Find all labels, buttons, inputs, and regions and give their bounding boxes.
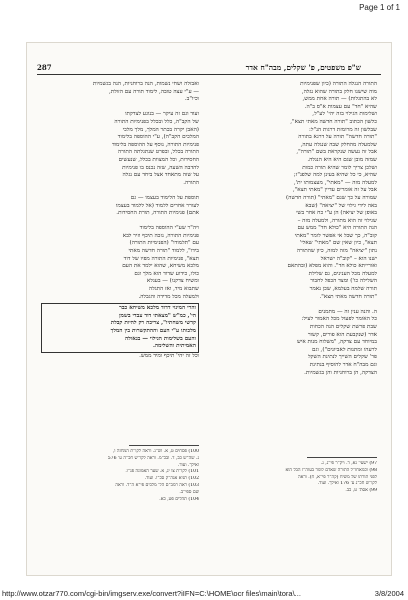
text-line: ומשיח צדקנו) — בעגלא [146, 278, 199, 285]
footnote: 102) תניא אגה"ק סכ"ו. ועוד. [144, 476, 199, 482]
text-line [41, 218, 199, 226]
text-line: בידו", ללמוד "תורה חדשה מאתי [128, 248, 199, 255]
text-line: תצא", פנימיות התורה מפיו של דוד [123, 255, 199, 262]
text-line: שלמעלה מהחלק שבה שנגלה עתה, [300, 141, 377, 148]
footnotes-right [219, 461, 377, 495]
text-line: אדר (שנקבעת הוא פורים, קשור [307, 331, 377, 338]
text-line: אבל זה נעשה שנקראת בשם "תורה", [296, 149, 377, 156]
footnote: 97) ישעי' נא, ד. ויק"ר פי"ג, ג. [320, 461, 377, 466]
text-line: שהיא, כי כל שהיא בעינן למה שלפנ"ז; [293, 172, 377, 179]
text-line: על שזה מתאחד אצל ביחד עם נגלה [122, 172, 199, 179]
footnote: 98) וכמאחז"ל התורה שאדם לומד בעוה"ז הבל הוא [285, 467, 377, 473]
header-rule [37, 74, 381, 75]
boxed-line: האמיתית והשלימה. [152, 343, 196, 350]
scanned-page [26, 42, 392, 576]
text-line: ואורייתא כולא חד". והוא מפלא (ובהתאם [287, 263, 377, 270]
text-line: לעורר אחרים ללמוד (אל ללמוד בעצמו [115, 202, 199, 209]
boxed-line: הי', כמ"ש "מצאתי דוד עבדי בשמן [119, 312, 196, 319]
footnote: ג. שה"ש כב, ד. ובכ"מ. וראה לקו"ש חכ"ה ע' 576 [107, 455, 199, 461]
text-line: שמורה על כך שגם "מאתי" (תורה חדשה) [286, 194, 377, 201]
boxed-line: מלכותו ע"י העם וההתקשרות בין המלך [110, 328, 196, 334]
text-line: ושלימות הגילוי בזה יהי' לע"ל, [312, 111, 377, 118]
text-line: להדבה השעה, שזה נכנס בו פנימיות [122, 164, 199, 171]
footnote: לקו"ש חכ"ג ע' 176 ואילך. ועוד. [317, 481, 377, 487]
footnote: לפני תורתו של משיח (קה"ר פי"א, ח). וראה [298, 474, 377, 480]
text-line: ועוד וגם זה עיקר — בנוגע לצדקתו [125, 111, 199, 118]
text-line: "תורה חדשה מאתי תצא". [319, 293, 377, 300]
text-line: במיוחד עם צדקה, "משלוח מנות איש [296, 339, 377, 346]
footnote: ואילך. ועוד. [177, 462, 199, 468]
text-line: פנימיות התורה, נזכה תיכף וזיר לבא [122, 232, 199, 239]
text-line: למעלה מזה — "מאתי", מעצמותו ית', [293, 179, 377, 186]
footnote-rule-right [307, 457, 377, 458]
boxed-line: והרי המינוי דדוד מלכא משיחא כבר [119, 305, 196, 312]
text-line: פנימיות התורה, נוסף על ההוספה בלימוד [111, 141, 199, 148]
footnote-rule-left [129, 445, 199, 446]
text-line: החסידות, וכל המצוות בכלל, שנעשים [118, 156, 199, 163]
text-line: ה. והנה ענין זה — מתמנים [318, 308, 377, 315]
text-line: כולו, כידוע שדוד הוא מלך וגם [134, 270, 199, 277]
text-line: של הקב"ה, כלל ובכלל בפנימיות התורה [114, 118, 199, 125]
text-line: כלשון הכתוב "תורה חדשה מאתי תצא", [290, 118, 377, 125]
text-line: (האבן יקרה בכתר המלך, מלך מלכי [122, 126, 199, 133]
text-line: התורה. [183, 179, 199, 186]
text-line: וכיו"ב. [184, 96, 199, 103]
footnote: 99) אסת' ט, כב. [345, 488, 377, 494]
text-line: מלכא משיחא, שהוא ילמד את העם [122, 263, 199, 270]
page-url[interactable]: http://www.otzar770.com/cgi-bin/imgserv.exe/convert?iIFN=C:\HOME\ocr files\main\tora\... [2, 589, 301, 598]
text-line: ואבזלה ושחי נשמות, הנה ברוחניות, הנה בגשמיות [92, 81, 199, 87]
text-line: לרעהו ומתנות לאביונים"), וגם [312, 346, 377, 353]
boxed-passage [41, 303, 199, 353]
left-text-column [41, 81, 199, 360]
text-line: אבל על זה אומרים עדיין "מאתי תצא", [292, 187, 377, 194]
text-line: קוב"ה, כך שכל אי אפשר לומר "מאתי [294, 232, 377, 239]
text-line: שבת פרשת שקלים הנה הכחות [309, 324, 377, 330]
text-line: ישנו הוא – "קוב"ה ישראל [320, 255, 377, 262]
text-line: מוה שישנו חלק בתורה שהוא נגלה, [301, 88, 377, 95]
text-line: באופן של יציאה) הן ע"י כח אחר בשי [296, 210, 377, 217]
text-line [41, 104, 199, 112]
closing-line: וכל זה יהי' תיכף ומיד ממש. [139, 352, 199, 359]
page-number: 287 [37, 63, 52, 72]
right-text-column [219, 81, 377, 377]
text-line: התורה הנגלה התורה (כיון שפנימיות [300, 81, 377, 87]
footnote: 100) פסחים ט, א. וש"נ. וראה לקו"ת המחזה ו, [112, 449, 199, 454]
text-line: — ע"י עצה טובה, לימוד תורה עם הזולת, [108, 88, 199, 95]
running-head: ש"פ משפטים, פ' שקלים, מבה"ח אדר [245, 63, 361, 72]
print-date: 3/8/2004 [374, 589, 404, 598]
boxed-line: קדשי משחתיו", צריכה רק להיות קבלת [110, 320, 196, 327]
text-line: שתבוא מיד, ואז התגלה [148, 286, 199, 293]
text-line: התורה בכלל, ובפרט שנתגלתה התורה [117, 149, 199, 156]
footnotes-left [41, 449, 199, 503]
footnote: שם ספי"ב. [179, 489, 199, 495]
text-line: הצדקה, הן ברוחניות והן בגשמיות. [304, 369, 377, 376]
text-line [41, 187, 199, 195]
text-line: ולמעלה מכל מדידה והגבלה. [138, 293, 199, 300]
footnote: 101) לקו"ת צו יג, א. שער האמונה פנ"ו. [125, 469, 199, 475]
text-line: לא בהתגלות) — תורה אחת ממש, [302, 96, 377, 103]
page-indicator: Page 1 of 1 [359, 3, 400, 12]
boxed-line: והעם בשלימות הגילוי — בגאולה [124, 335, 196, 342]
text-line: שבלשון זה מרומזת דרגות הנ"ל: [309, 126, 377, 133]
text-line: נתון "יציאה" מזה למזה, כיון שהתורה [296, 248, 377, 255]
text-line: עם "תלמודו" (הפנימיות התורה) [129, 240, 199, 247]
text-line: שגילוי זה הוא מתורה, ולמעלה מזה – [297, 217, 377, 224]
text-line: פר' שקלים השייך לנתינת השקל [307, 354, 377, 361]
text-line: אתם) פנימיות התורה, תורת החסידות. [116, 210, 199, 217]
text-line: השלילה כו') ומצד הכפל לחבור [310, 278, 377, 285]
text-line: ויה"ר שע"י ההוספה בלימוד [139, 225, 199, 232]
text-line: באה לידי גילוי של "יציאה" (שבא [305, 202, 377, 209]
text-line: המלכים הקב"ה), ע"י ההוספה בלימוד [117, 134, 199, 141]
text-line: למעלה מכל הענינים, גם שלילת [308, 270, 377, 277]
text-line: שהיא "חד" עם עצמות א"ס ב"ה. [304, 103, 377, 110]
text-line: תורה שלמה בעלמא, שכן נאמר [309, 286, 377, 293]
text-line: תצא", כיון שאין שם "מאתי" שאלי' [299, 240, 377, 247]
text-line: תוספת על הלימוד בעצמו — גם [130, 194, 199, 201]
text-line: הנה התורה היא "כולא חד" ממש עם [297, 225, 377, 232]
text-line: שמזה מובן שגם היא היא הנגלה. [307, 156, 377, 163]
footnote: 103) ראה רמב"ם הל' מלכים פי"א ה"ד. וראה [115, 482, 199, 488]
text-line: ושלכן צריך לומר שהיא תורה כמות [302, 164, 377, 171]
text-line [219, 301, 377, 309]
text-line: כל האומר לפעול מכל האמור לעיל: [301, 316, 377, 323]
text-line: וגם מבה"ח אדר להוסיף בנתינת [309, 361, 377, 368]
text-line: "תורה חדשה" תורה על דרגא בתורה [298, 134, 377, 141]
footnote: 104) תהלים פט, כא. [159, 496, 199, 502]
